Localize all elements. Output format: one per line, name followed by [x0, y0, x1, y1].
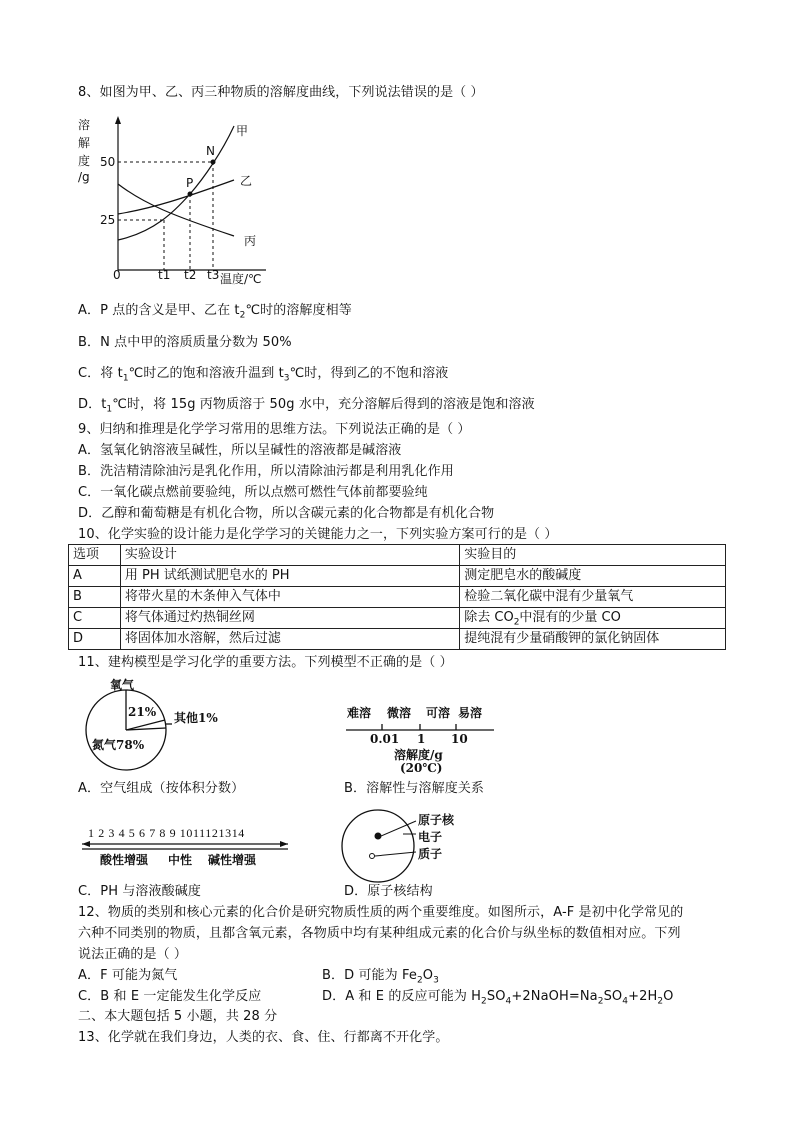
graph-t3: t3	[207, 268, 220, 282]
pie-n2: 氮气78%	[92, 738, 145, 752]
sol-t2: 1	[417, 732, 426, 746]
curve-label-a: 甲	[236, 124, 249, 138]
q12-line-2: 六种不同类别的物质，且都含氧元素，各物质中均有某种组成元素的化合价与纵坐标的数值相对应。下列	[78, 926, 681, 941]
table-header-row	[69, 545, 726, 566]
q12-line-1: 12、物质的类别和核心元素的化合价是研究物质性质的两个重要维度。如图所示，A-F 是初中化学常见的	[78, 905, 684, 920]
sol-c2: 微溶	[387, 706, 412, 720]
q12-option-b: B．D 可能为 $Fe_2O_3$	[322, 968, 439, 986]
atom-model	[338, 804, 478, 888]
curve-label-b: 乙	[240, 174, 253, 188]
ph-neutral: 中性	[168, 853, 193, 867]
q8-solubility-graph	[74, 112, 284, 290]
q8-option-d: D．$t_1℃$时，将 15g 丙物质溶于 50g 水中，充分溶解后得到的溶液是饱和溶液	[78, 397, 535, 415]
table-cell: 将带火星的木条伸入气体中	[120, 587, 459, 608]
sol-t3: 10	[451, 732, 468, 746]
graph-ylabel-4: /g	[78, 170, 90, 184]
q8-option-a: A．P 点的含义是甲、乙在 $t_2℃$时的溶解度相等	[78, 303, 352, 321]
table-cell: A	[69, 566, 121, 587]
sol-c1: 难溶	[347, 706, 372, 720]
q11-stem: 11、建构模型是学习化学的重要方法。下列模型不正确的是（ ）	[78, 655, 453, 670]
section-2-heading: 二、本大题包括 5 小题，共 28 分	[78, 1009, 278, 1024]
table-cell: 提纯混有少量硝酸钾的氯化钠固体	[460, 629, 726, 650]
point-label-n: N	[206, 144, 215, 158]
pie-o2-pct: 21%	[128, 705, 157, 719]
q12-option-a: A．F 可能为氮气	[78, 968, 178, 983]
graph-y25: 25	[100, 213, 116, 227]
q9-option-b: B．洗洁精清除油污是乳化作用，所以清除油污都是利用乳化作用	[78, 464, 454, 479]
air-composition-pie	[82, 680, 252, 780]
table-cell: 除去 $CO_2$中混有的少量 CO	[460, 608, 726, 629]
table-cell: 将气体通过灼热铜丝网	[120, 608, 459, 629]
graph-xlabel: 温度/℃	[220, 272, 262, 286]
q11-caption-c: C．PH 与溶液酸碱度	[78, 884, 201, 899]
q9-stem: 9、归纳和推理是化学学习常用的思维方法。下列说法正确的是（ ）	[78, 422, 471, 437]
table-row	[69, 587, 726, 608]
table-cell: C	[69, 608, 121, 629]
table-cell: 将固体加水溶解，然后过滤	[120, 629, 459, 650]
table-row	[69, 566, 726, 587]
sol-axis-label: 溶解度/g	[394, 748, 443, 762]
q12-option-c: C．B 和 E 一定能发生化学反应	[78, 989, 262, 1004]
table-header-cell: 选项	[69, 545, 121, 566]
ph-acid: 酸性增强	[100, 853, 149, 867]
table-cell: D	[69, 629, 121, 650]
curve-label-c: 丙	[244, 234, 257, 248]
atom-proton: 质子	[418, 847, 443, 861]
q9-option-c: C．一氧化碳点燃前要验纯，所以点燃可燃性气体前都要验纯	[78, 485, 428, 500]
q9-option-d: D．乙醇和葡萄糖是有机化合物，所以含碳元素的化合物都是有机化合物	[78, 506, 495, 521]
q8-stem: 8、如图为甲、乙、丙三种物质的溶解度曲线，下列说法错误的是（ ）	[78, 85, 484, 100]
table-cell: 用 PH 试纸测试肥皂水的 PH	[120, 566, 459, 587]
graph-t1: t1	[158, 268, 171, 282]
graph-ylabel-3: 度	[78, 154, 91, 168]
sol-c4: 易溶	[458, 706, 483, 720]
table-cell: B	[69, 587, 121, 608]
pie-other: 其他1%	[174, 711, 218, 725]
q11-caption-b: B．溶解性与溶解度关系	[344, 781, 485, 796]
graph-ylabel-2: 解	[78, 136, 91, 150]
graph-ylabel-1: 溶	[78, 118, 91, 132]
q8-option-c: C．将 $t_1℃$时乙的饱和溶液升温到 $t_3℃$时，得到乙的不饱和溶液	[78, 366, 449, 384]
q11-caption-d: D．原子核结构	[344, 884, 433, 899]
table-cell: 测定肥皂水的酸碱度	[460, 566, 726, 587]
sol-condition: (20℃)	[400, 761, 443, 775]
q9-option-a: A．氢氧化钠溶液呈碱性，所以呈碱性的溶液都是碱溶液	[78, 443, 402, 458]
pie-o2-name: 氧气	[110, 678, 135, 692]
q12-option-d: D．A 和 E 的反应可能为 $H_2SO_4+2NaOH=Na_2SO_4+2H_2O$	[322, 989, 674, 1007]
atom-electron: 电子	[418, 830, 443, 844]
graph-origin: 0	[113, 268, 121, 282]
table-header-cell: 实验设计	[120, 545, 459, 566]
q13-stem: 13、化学就在我们身边，人类的衣、食、住、行都离不开化学。	[78, 1030, 449, 1045]
q10-table	[68, 544, 726, 650]
ph-base: 碱性增强	[208, 853, 257, 867]
table-cell: 检验二氧化碳中混有少量氧气	[460, 587, 726, 608]
q10-stem: 10、化学实验的设计能力是化学学习的关键能力之一，下列实验方案可行的是（ ）	[78, 527, 558, 542]
point-label-p: P	[186, 176, 194, 190]
sol-t1: 0.01	[370, 732, 400, 746]
q8-option-b: B．N 点中甲的溶质质量分数为 50%	[78, 335, 292, 350]
q12-line-3: 说法正确的是（ ）	[78, 947, 188, 962]
atom-nucleus: 原子核	[418, 813, 455, 827]
graph-y50: 50	[100, 155, 116, 169]
table-row	[69, 629, 726, 650]
ph-numbers: 1 2 3 4 5 6 7 8 9 1011121314	[88, 826, 245, 840]
sol-c3: 可溶	[426, 706, 451, 720]
q11-caption-a: A．空气组成（按体积分数）	[78, 781, 245, 796]
table-header-cell: 实验目的	[460, 545, 726, 566]
graph-t2: t2	[184, 268, 197, 282]
table-row	[69, 608, 726, 629]
